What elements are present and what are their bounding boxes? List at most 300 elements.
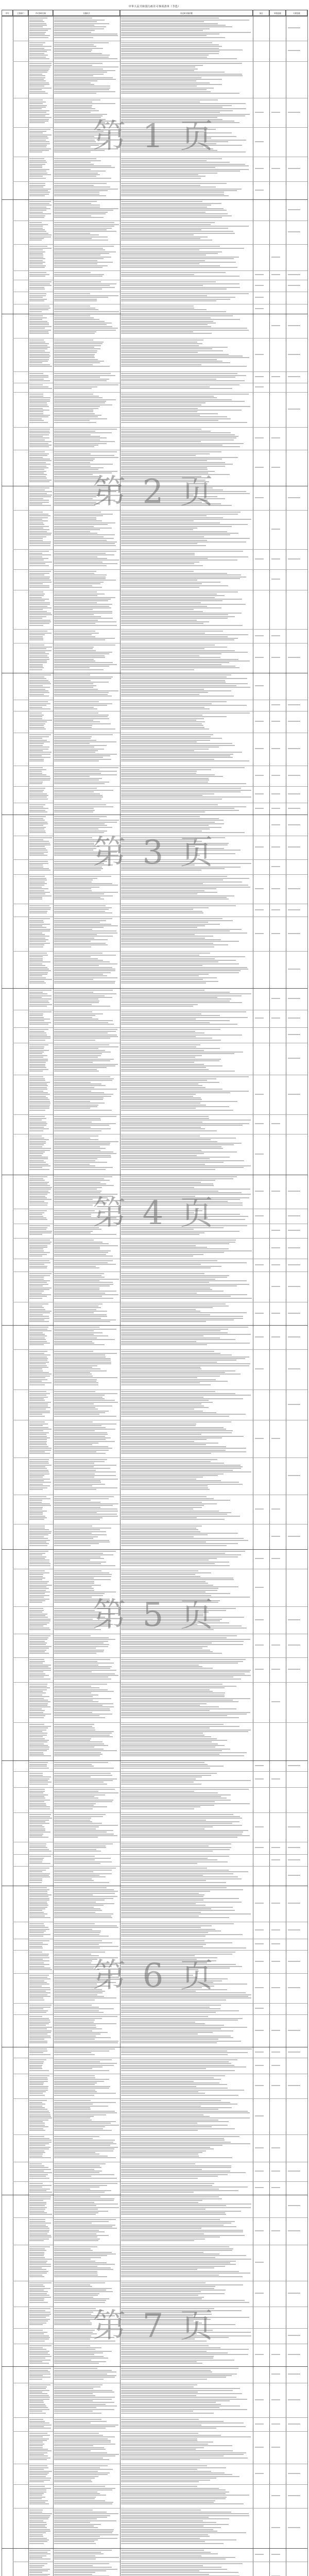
text-line	[121, 1871, 248, 1872]
cell-text	[271, 720, 284, 723]
text-line	[54, 287, 115, 288]
text-line	[29, 2312, 50, 2313]
text-line	[54, 1814, 106, 1815]
text-line	[54, 870, 101, 871]
text-line	[54, 2405, 117, 2406]
cell-text	[271, 437, 284, 440]
text-line	[54, 1180, 110, 1181]
text-line	[54, 1379, 97, 1380]
text-line	[29, 1439, 47, 1440]
text-line	[54, 1863, 100, 1864]
text-line	[29, 406, 49, 407]
text-line	[54, 1891, 118, 1892]
text-line	[29, 961, 50, 962]
text-line	[121, 1185, 214, 1186]
text-line	[121, 1091, 249, 1092]
text-line	[54, 1740, 90, 1741]
cell-text	[255, 685, 267, 688]
text-line	[29, 2120, 48, 2121]
text-line	[54, 2450, 91, 2451]
text-line	[29, 1017, 44, 1018]
text-line	[54, 1731, 114, 1732]
text-line	[54, 1692, 91, 1693]
text-line	[54, 820, 119, 821]
text-line	[29, 46, 52, 47]
text-line	[54, 573, 94, 574]
text-line	[29, 1768, 49, 1769]
text-line	[54, 2150, 113, 2151]
text-line	[29, 1775, 43, 1776]
text-line	[121, 939, 221, 940]
text-line	[121, 558, 208, 559]
cell-text	[29, 2218, 52, 2244]
text-line	[54, 1423, 116, 1425]
text-line	[271, 1929, 280, 1930]
text-line	[121, 587, 199, 588]
cell-text	[121, 222, 252, 243]
cell-text	[288, 2230, 305, 2233]
text-line	[54, 283, 116, 284]
text-line	[29, 963, 42, 964]
cell-text	[255, 274, 267, 277]
cell-text	[288, 656, 305, 659]
text-line	[29, 1459, 49, 1460]
text-line	[29, 1277, 44, 1278]
text-line	[29, 1661, 45, 1662]
text-line	[271, 1438, 280, 1439]
text-line	[121, 1893, 199, 1894]
text-line	[54, 689, 98, 690]
text-line	[54, 2205, 96, 2206]
text-line	[271, 579, 280, 580]
text-line	[54, 1082, 91, 1083]
text-line	[54, 1446, 108, 1447]
text-line	[54, 1285, 110, 1286]
text-line	[29, 604, 50, 605]
text-line	[29, 143, 50, 144]
text-line	[121, 1411, 203, 1412]
text-line	[29, 1254, 47, 1255]
text-line	[54, 1514, 117, 1515]
text-line	[121, 938, 205, 939]
text-line	[54, 91, 115, 92]
text-line	[121, 1644, 243, 1645]
text-line	[121, 55, 209, 56]
text-line	[121, 340, 203, 341]
text-line	[121, 2386, 194, 2387]
text-line	[54, 878, 97, 879]
text-line	[29, 778, 50, 779]
text-line	[54, 364, 93, 365]
text-line	[54, 1110, 112, 1111]
text-line	[29, 141, 49, 142]
text-line	[54, 2407, 96, 2408]
text-line	[29, 207, 46, 208]
text-line	[121, 1648, 202, 1649]
text-line	[29, 25, 47, 26]
text-line	[29, 2570, 48, 2571]
text-line	[54, 226, 114, 227]
text-line	[121, 2282, 205, 2283]
cell-text	[29, 305, 52, 313]
text-line	[54, 810, 95, 811]
text-line	[121, 2226, 236, 2227]
text-line	[54, 445, 98, 446]
text-line	[54, 1050, 105, 1051]
cell-text	[288, 1093, 305, 1096]
text-line	[29, 205, 52, 206]
text-line	[29, 2400, 43, 2401]
text-line	[54, 1242, 102, 1243]
text-line	[29, 311, 42, 312]
text-line	[29, 868, 49, 869]
text-line	[54, 1743, 104, 1744]
cell-text	[54, 315, 119, 337]
text-line	[54, 1803, 96, 1804]
text-line	[29, 865, 43, 866]
text-line	[29, 364, 50, 365]
text-line	[29, 1437, 50, 1438]
text-line	[29, 1296, 47, 1297]
text-line	[121, 771, 197, 772]
text-line	[29, 2171, 44, 2172]
text-line	[121, 1053, 234, 1054]
text-line	[121, 1231, 239, 1232]
text-line	[54, 2315, 115, 2316]
text-line	[288, 2354, 300, 2355]
text-line	[29, 558, 48, 559]
text-line	[121, 2196, 219, 2197]
text-line	[121, 2066, 246, 2067]
text-line	[29, 825, 43, 826]
text-line	[29, 1252, 50, 1253]
text-line	[29, 740, 47, 741]
text-line	[121, 804, 218, 805]
cell-text	[288, 1535, 305, 1538]
text-line	[121, 2449, 196, 2450]
text-line	[54, 1962, 91, 1963]
text-line	[54, 138, 110, 139]
text-line	[54, 1875, 99, 1876]
text-line	[121, 1092, 230, 1093]
text-line	[54, 1694, 98, 1696]
text-line	[29, 2379, 42, 2380]
text-line	[54, 892, 118, 893]
cell-text	[54, 2059, 119, 2073]
text-line	[54, 2171, 102, 2172]
text-line	[54, 1165, 95, 1166]
text-line	[121, 1642, 212, 1643]
text-line	[255, 2147, 264, 2148]
text-line	[288, 1903, 300, 1904]
text-line	[121, 1055, 202, 1056]
text-line	[54, 723, 111, 724]
text-line	[54, 502, 96, 503]
text-line	[121, 701, 227, 702]
text-line	[54, 922, 100, 923]
text-line	[29, 1832, 50, 1833]
cell-text	[288, 2423, 305, 2426]
text-line	[29, 114, 49, 115]
text-line	[54, 1964, 115, 1965]
cell-text	[288, 497, 305, 500]
text-line	[29, 1563, 50, 1564]
text-line	[121, 1861, 228, 1862]
text-line	[255, 1313, 264, 1314]
text-line	[271, 2424, 280, 2425]
cell-text	[121, 272, 252, 279]
text-line	[54, 1083, 101, 1084]
text-line	[54, 1666, 112, 1667]
text-line	[121, 380, 245, 381]
cell-text	[29, 804, 52, 814]
text-line	[121, 1794, 231, 1795]
text-line	[29, 1307, 44, 1308]
cell-text	[255, 2261, 267, 2264]
text-line	[121, 2297, 204, 2298]
cell-text	[271, 1247, 284, 1250]
text-line	[54, 2472, 110, 2473]
text-line	[29, 324, 49, 325]
text-line	[29, 757, 50, 758]
text-line	[121, 213, 228, 214]
text-line	[121, 1339, 235, 1340]
text-line	[121, 1703, 207, 1704]
text-line	[54, 1197, 108, 1198]
text-line	[29, 1572, 49, 1573]
text-line	[54, 2404, 106, 2405]
text-line	[54, 2503, 112, 2504]
text-line	[121, 226, 249, 227]
text-line	[54, 415, 101, 416]
text-line	[29, 1700, 48, 1701]
text-line	[54, 1553, 103, 1554]
text-line	[29, 1586, 46, 1587]
text-line	[54, 2368, 97, 2369]
text-line	[121, 736, 211, 737]
text-line	[121, 970, 241, 971]
text-line	[121, 2233, 204, 2234]
text-line	[121, 990, 204, 991]
text-line	[121, 1169, 215, 1170]
cell-text	[288, 1403, 305, 1406]
text-line	[29, 2039, 44, 2040]
text-line	[29, 2392, 42, 2393]
text-line	[271, 1264, 280, 1265]
text-line	[121, 366, 247, 367]
text-line	[29, 1250, 44, 1251]
text-line	[54, 2187, 99, 2188]
cell-text	[288, 2029, 305, 2032]
text-line	[54, 2524, 101, 2525]
text-line	[121, 1661, 243, 1662]
text-line	[121, 2436, 251, 2437]
text-line	[54, 1362, 111, 1363]
text-line	[54, 1450, 109, 1451]
text-line	[29, 23, 46, 24]
text-line	[29, 386, 48, 387]
text-line	[121, 1934, 243, 1935]
text-line	[29, 474, 47, 475]
text-line	[29, 192, 50, 193]
cell-text	[288, 824, 305, 827]
text-line	[288, 112, 300, 113]
text-line	[121, 1044, 200, 1045]
text-line	[29, 1637, 48, 1638]
text-line	[29, 694, 44, 695]
text-line	[54, 1968, 94, 1969]
row-divider	[13, 1854, 307, 1855]
text-line	[121, 238, 200, 239]
text-line	[121, 895, 234, 896]
text-line	[121, 1382, 200, 1383]
text-line	[29, 1648, 49, 1649]
text-line	[29, 253, 43, 254]
text-line	[121, 2126, 212, 2127]
text-line	[121, 1245, 196, 1246]
text-line	[54, 2117, 90, 2119]
text-line	[54, 1060, 110, 1061]
text-line	[54, 2061, 100, 2062]
cell-text	[54, 1887, 119, 1921]
text-line	[121, 995, 242, 996]
text-line	[121, 1451, 246, 1452]
text-line	[54, 466, 91, 467]
text-line	[29, 2341, 45, 2342]
text-line	[29, 451, 45, 452]
cell-text	[271, 578, 284, 581]
text-line	[54, 822, 117, 823]
text-line	[54, 1201, 102, 1202]
column-header: 序号	[2, 10, 13, 16]
text-line	[29, 1062, 46, 1063]
cell-text	[54, 2218, 119, 2244]
text-line	[54, 2018, 102, 2019]
text-line	[29, 1212, 44, 1213]
text-line	[54, 1358, 111, 1359]
text-line	[29, 600, 45, 601]
text-line	[54, 1955, 99, 1956]
text-line	[54, 2189, 90, 2190]
text-line	[54, 1843, 113, 1844]
text-line	[121, 1004, 198, 1005]
text-line	[54, 526, 94, 527]
text-line	[54, 687, 93, 688]
text-line	[29, 487, 49, 488]
text-line	[121, 2512, 231, 2513]
text-line	[29, 804, 45, 805]
text-line	[54, 1832, 107, 1833]
text-line	[29, 1766, 47, 1767]
cell-text	[121, 2308, 252, 2327]
text-line	[121, 1153, 204, 1154]
text-line	[255, 2052, 264, 2053]
cell-text	[29, 451, 52, 485]
text-line	[121, 289, 227, 290]
text-line	[29, 317, 47, 318]
text-line	[29, 1882, 42, 1883]
text-line	[54, 1608, 110, 1609]
text-line	[121, 436, 238, 437]
text-line	[121, 782, 208, 783]
text-line	[29, 1837, 48, 1838]
text-line	[29, 2474, 47, 2475]
text-line	[54, 934, 97, 935]
text-line	[121, 500, 208, 501]
column-header: 主管部门	[13, 10, 28, 16]
text-line	[54, 1465, 116, 1466]
text-line	[121, 1362, 217, 1363]
text-line	[54, 1706, 114, 1707]
text-line	[288, 1094, 300, 1095]
text-line	[54, 173, 98, 174]
text-line	[121, 1273, 204, 1274]
text-line	[121, 1614, 203, 1615]
text-line	[121, 1514, 227, 1515]
text-line	[54, 2425, 118, 2426]
text-line	[29, 1800, 50, 1801]
cell-text	[271, 1943, 284, 1946]
text-line	[121, 1120, 251, 1121]
text-line	[121, 1248, 229, 1249]
text-line	[54, 1876, 106, 1877]
text-line	[121, 189, 242, 190]
text-line	[54, 757, 103, 758]
text-line	[29, 1004, 52, 1005]
text-line	[121, 925, 205, 926]
text-line	[121, 664, 221, 665]
text-line	[29, 1826, 44, 1827]
text-line	[54, 1975, 112, 1976]
text-line	[29, 1500, 42, 1501]
text-line	[121, 556, 248, 557]
text-line	[29, 2421, 45, 2422]
text-line	[29, 1828, 45, 1829]
text-line	[54, 2033, 100, 2035]
text-line	[54, 1622, 109, 1623]
text-line	[54, 1069, 97, 1070]
cell-text	[255, 2115, 267, 2118]
text-line	[54, 396, 99, 397]
cell-text	[29, 2465, 52, 2483]
text-line	[54, 741, 116, 742]
text-line	[54, 1150, 100, 1151]
text-line	[54, 522, 115, 523]
cell-text	[54, 570, 119, 589]
text-line	[54, 1620, 111, 1621]
text-line	[54, 23, 109, 24]
text-line	[54, 2077, 95, 2078]
text-line	[121, 2360, 234, 2361]
text-line	[54, 434, 91, 435]
text-line	[29, 1101, 50, 1102]
text-line	[121, 960, 236, 961]
text-line	[54, 1927, 118, 1928]
text-line	[54, 1689, 108, 1690]
text-line	[121, 2351, 207, 2352]
cell-text	[54, 1923, 119, 1938]
text-line	[121, 2269, 197, 2270]
cell-text	[121, 2004, 252, 2013]
cell-text	[271, 466, 284, 469]
text-line	[255, 1558, 264, 1559]
text-line	[121, 2518, 229, 2519]
text-line	[29, 2212, 47, 2213]
text-line	[54, 841, 100, 842]
text-line	[29, 782, 43, 783]
text-line	[121, 625, 243, 626]
text-line	[29, 1820, 49, 1821]
